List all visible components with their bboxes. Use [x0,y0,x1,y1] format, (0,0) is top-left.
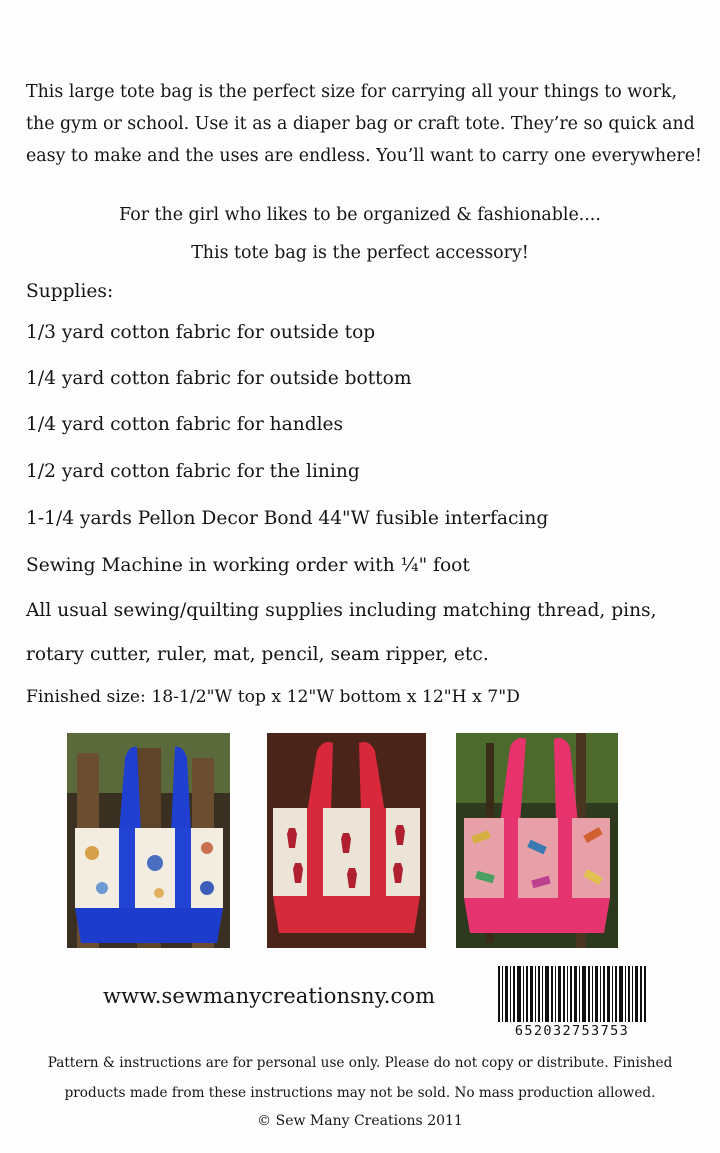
photo-pink-tote [456,733,618,948]
photo-red-tote [267,733,426,948]
photo-blue-tote [67,733,230,948]
tagline-line-2: This tote bag is the perfect accessory! [191,243,529,263]
red-tote-image [267,733,426,948]
supply-item: Sewing Machine in working order with ¼" foot [26,555,470,576]
pink-tote-image [456,733,618,948]
supply-item: 1/4 yard cotton fabric for handles [26,414,344,435]
disclaimer-line-2: products made from these instructions may not be sold. No mass production allowed. [64,1085,656,1101]
supply-item: 1/2 yard cotton fabric for the lining [26,461,360,482]
finished-size: Finished size: 18-1/2"W top x 12"W bottom x 12"H x 7"D [26,687,520,707]
supply-item: 1-1/4 yards Pellon Decor Bond 44"W fusible interfacing [26,508,549,529]
tagline-line-1: For the girl who likes to be organized & fashionable.... [119,205,601,225]
supply-item: rotary cutter, ruler, mat, pencil, seam ripper, etc. [26,644,489,665]
barcode-number: 652032753753 [514,1023,630,1039]
supply-item: 1/3 yard cotton fabric for outside top [26,322,376,343]
supplies-heading: Supplies: [26,281,114,302]
barcode-bars-icon [496,966,648,1022]
barcode [496,966,648,1040]
copyright: © Sew Many Creations 2011 [257,1113,463,1129]
disclaimer-line-1: Pattern & instructions are for personal use only. Please do not copy or distribute. Finished [47,1055,673,1071]
blue-tote-image [67,733,230,948]
intro-paragraph: This large tote bag is the perfect size for carrying all your things to work, the gym or school. Use it as a diaper bag or craft tote. They’re so quick and easy to make and the uses are endless. You’ll want to carry one everywhere! [26,82,703,166]
supply-item: 1/4 yard cotton fabric for outside bottom [26,368,412,389]
supply-item: All usual sewing/quilting supplies including matching thread, pins, [26,600,657,621]
website-link[interactable]: www.sewmanycreationsny.com [103,984,436,1008]
